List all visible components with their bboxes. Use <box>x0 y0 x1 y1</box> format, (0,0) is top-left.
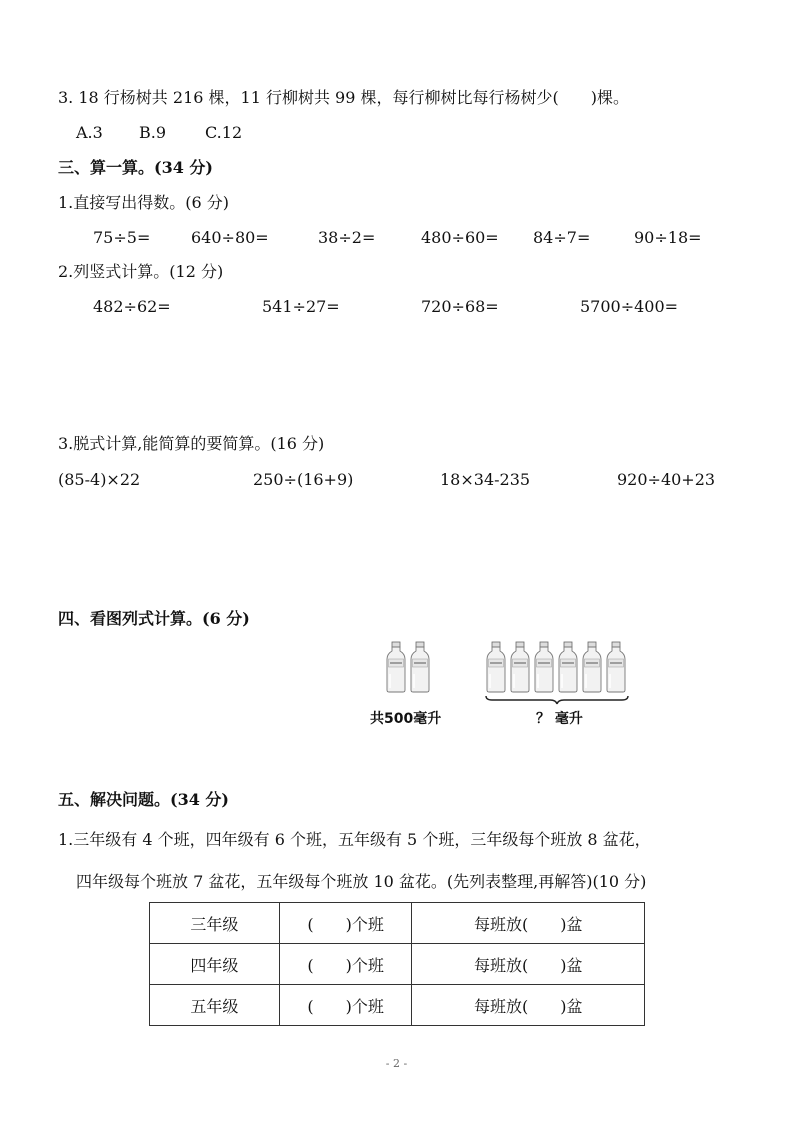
option-b: B.9 <box>139 123 167 142</box>
left-caption: 共500毫升 <box>370 711 442 727</box>
water-bottle-icon <box>387 642 405 692</box>
water-bottle-icon <box>535 642 553 692</box>
vertical-calc-item: 482÷62= <box>93 297 171 316</box>
right-bottle-group <box>484 642 630 694</box>
part-1-title: 1.直接写出得数。(6 分) <box>58 193 230 212</box>
water-bottle-icon <box>487 642 505 692</box>
step-calc-item: (85-4)×22 <box>58 470 141 489</box>
left-bottle-group <box>384 642 436 694</box>
pots-per-class-cell[interactable]: 每班放( )盆 <box>412 985 645 1026</box>
class-count-cell[interactable]: ( )个班 <box>279 903 412 944</box>
pots-per-class-cell[interactable]: 每班放( )盆 <box>412 903 645 944</box>
oral-calc-item: 90÷18= <box>634 228 702 247</box>
part-2-title: 2.列竖式计算。(12 分) <box>58 262 224 281</box>
vertical-calc-item: 5700÷400= <box>580 297 679 316</box>
page-number: - 2 - <box>385 1057 408 1070</box>
section-3-title: 三、算一算。(34 分) <box>58 158 213 177</box>
class-count-cell[interactable]: ( )个班 <box>279 985 412 1026</box>
table-row <box>150 903 645 944</box>
water-bottle-icon <box>559 642 577 692</box>
table-row <box>150 944 645 985</box>
right-caption: ？ 毫升 <box>536 711 583 727</box>
water-bottle-icon <box>607 642 625 692</box>
question-1-line-2: 四年级每个班放 7 盆花，五年级每个班放 10 盆花。(先列表整理,再解答)(10 分) <box>76 872 647 891</box>
oral-calc-item: 38÷2= <box>318 228 376 247</box>
water-bottle-icon <box>511 642 529 692</box>
table-row <box>150 985 645 1026</box>
vertical-calc-item: 720÷68= <box>421 297 499 316</box>
section-5-title: 五、解决问题。(34 分) <box>58 790 229 809</box>
brace-icon <box>484 694 630 706</box>
step-calc-item: 250÷(16+9) <box>253 470 354 489</box>
step-calc-item: 18×34-235 <box>440 470 531 489</box>
grade-cell: 三年级 <box>150 903 280 944</box>
oral-calc-item: 84÷7= <box>533 228 591 247</box>
oral-calc-item: 640÷80= <box>191 228 269 247</box>
option-c: C.12 <box>205 123 243 142</box>
part-3-title: 3.脱式计算,能简算的要简算。(16 分) <box>58 434 325 453</box>
pots-per-class-cell[interactable]: 每班放( )盆 <box>412 944 645 985</box>
step-calc-item: 920÷40+23 <box>617 470 716 489</box>
question-1-line-1: 1.三年级有 4 个班，四年级有 6 个班，五年级有 5 个班，三年级每个班放 8 盆花， <box>58 830 651 849</box>
oral-calc-item: 75÷5= <box>93 228 151 247</box>
water-bottle-icon <box>583 642 601 692</box>
oral-calc-item: 480÷60= <box>421 228 499 247</box>
data-table <box>149 902 645 1026</box>
grade-cell: 五年级 <box>150 985 280 1026</box>
question-3-text: 3. 18 行杨树共 216 棵，11 行柳树共 99 棵，每行柳树比每行杨树少( )棵。 <box>58 88 629 107</box>
class-count-cell[interactable]: ( )个班 <box>279 944 412 985</box>
water-bottle-icon <box>411 642 429 692</box>
option-a: A.3 <box>76 123 103 142</box>
grade-cell: 四年级 <box>150 944 280 985</box>
section-4-title: 四、看图列式计算。(6 分) <box>58 609 250 628</box>
vertical-calc-item: 541÷27= <box>262 297 340 316</box>
